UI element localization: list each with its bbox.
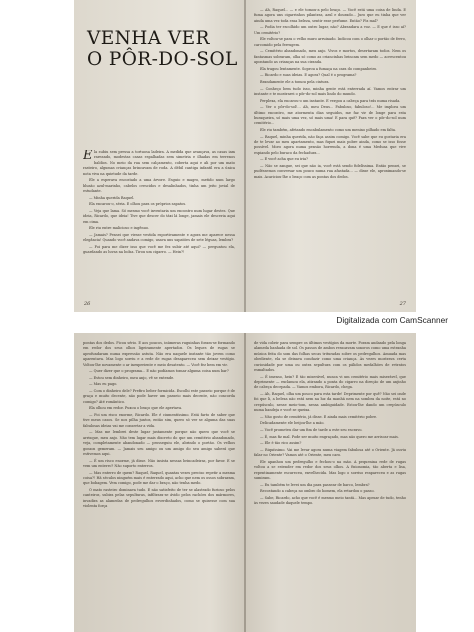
paragraph: — É um risco enorme, já disse. Não insista nessas brincadeiras, por favor. E se vem um enterro? Não suporto enterros. [83,458,235,469]
paragraph: de vida cobrir para sempre os últimos vestígios da morte. Foram andando pela longa alameda banhada de sol. Os passos de ambos ressoavam sonoros como uma estranha música feita do som das folhas secas trituradas sobre os pedregulhos. Amuada mas obediente, ela se deixava conduzir como uma criança. Às vezes mostrava certa curiosidade por uma ou outra sepultura com os pálidos medalhões de retratos esmaltados. [254,341,406,373]
paragraph: Recostando a cabeça no ombro do homem, ela retardou o passo. [260,489,375,494]
paragraph: Ele voltou-se para o velho muro arruinado. Indicou com o olhar o portão de ferro, carcomido pela ferrugem. [254,37,406,47]
paragraph: — É imenso, hein? E tão miserável, nunca vi um cemitério mais miserável, que deprimente — exclamou ela, atirando a ponta do cigarro na direção de um anjinho de cabeça decepada. — Vamos embora, Ricardo, chega. [254,374,406,390]
paragraph: — Riquíssimo. Vai me levar agora numa viagem fabulosa até o Oriente. Já ouviu falar no Oriente? Vamos até o Oriente, meu caro. [254,447,406,458]
paragraph: Ela tragou lentamente. Soprou a fumaça na cara do companheiro. [260,66,378,71]
page-26 [74,0,245,312]
dropcap: E [83,150,93,163]
paragraph: O mato rasteiro dominava tudo. E não satisfeito de ter se alastrado furioso pelos canteiros, subira pelas sepulturas, infiltrara-se ávido pelos rachões dos mármores, invadira as alamedas de pedregulhos esverdinhados, como se quisesse com sua violenta força [83,488,235,509]
book-spread-bottom [74,333,416,632]
paragraph: Ela olhou em redor. Puxou o braço que ele apertava. [89,406,183,411]
paragraph: — Veja que lama. Só mesmo você inventaria um encontro num lugar destes. Que ideia, Ricardo, que ideia! Tive que descer do táxi lá longe, jamais ele desceria aqui em cima. [83,208,235,224]
page-29-body [254,341,406,626]
story-title [87,28,236,70]
paragraph: — Mas enterro de quem? Raquel, Raquel, quantas vezes preciso repetir a mesma coisa?! Há séculos ninguém mais é enterrado aqui, acho que nem os ossos sobraram, que bobagem. Vem comigo, pode me dar o braço, não tenha medo. [83,470,235,486]
paragraph: — Jamais? Pensei que viesse vestida esportivamente e agora me aparece nessa elegância! Quando você andava comigo, usava uns sapatões de sete léguas, lembra? [83,232,235,243]
paragraph: Ele riu também, afetando encabulamento como um menino pilhado em falta. [260,128,397,132]
paragraph: — E você acha que eu iria? [260,157,309,162]
paragraph: — Ah, Raquel, olha um pouco para esta tarde! Deprimente por quê? Não sei onde foi que li, a beleza não está nem na luz da manhã nem na sombra da noite, está no crepúsculo, nesse meio-tom, nessa ambiguidade. Estou-lhe dando um crepúsculo numa bandeja e você se queixa. [254,392,406,413]
book-spread-top [74,0,416,312]
paragraph: — Não se zangue, sei que não ia, você está sendo fidelíssima. Então pensei, se pudéssemos conversar um pouco numa rua afastada... — disse ele, aproximando-se mais. Acariciou-lhe o braço com as pontas dos dedos. [254,164,406,179]
page-27 [245,0,416,312]
paragraph: — Cemitério abandonado, meu anjo. Vivos e mortos, desertaram todos. Nem os fantasmas sobraram, olha só como as criancinhas brincam sem medo — acrescentou apontando as crianças na sua ciranda. [254,49,406,65]
title-line-2: O PÔR-DO-SOL [87,49,238,70]
paragraph: — Foi um risco enorme, Ricardo. Ele é ciumentíssimo. Está farto de saber que tive meus casos. Se nos pilha juntos, então sim, quero só ver se alguma das suas fabulosas ideias vai me consertar a vida. [83,413,235,428]
paragraph: — Quer dizer que o programa... E não podíamos tomar alguma coisa num bar? [89,369,229,374]
paragraph: — Ah, Raquel... — e ele tomou-a pelo braço. — Você está uma coisa de linda. E fuma agora uns cigarrinhos pilantras, azul e dourado... Juro que eu tinha que ver ainda uma vez toda essa beleza, sentir esse perfume. Então? Fiz mal? [254,8,406,23]
paragraph: — Ele é tão rico assim? [260,441,302,446]
paragraph: — Eu também te levei um dia para passear de barco, lembra? [260,482,370,487]
paragraph: — Com o dinheiro dele? Prefiro beber formicida. Escolhi este passeio porque é de graça e muito decente, não pode haver um passeio mais decente, não concorda comigo? Até romântico. [83,389,235,404]
paragraph: — Foi para me dizer isso que você me fez subir até aqui? — perguntou ela, guardando as luvas na bolsa. Tirou um cigarro. — Hein?! [83,244,235,255]
page-28-body [83,341,235,626]
paragraph: — Mas eu pago. [89,382,118,387]
paragraph: — Mas me lembrei deste lugar justamente porque não quero que você se arrisque, meu anjo. Não tem lugar mais discreto do que um cemitério abandonado, veja, completamente abandonado — prosseguiu ele, abrindo o portão. Os velhos gonzos gemeram. — Jamais seu amigo ou um amigo do seu amigo saberá que estivemos aqui. [83,430,235,457]
paragraph: Ele apanhou um pedregulho e fechou-o na mão. A pequenina rede de rugas voltou a se estender em redor dos seus olhos. A fisionomia, tão aberta e lisa, repentinamente escureceu, envelhecida. Mas logo o sorriso reapareceu e as rugas sumiram. [254,459,406,481]
page-29 [245,333,416,632]
paragraph: Ele riu entre malicioso e ingênuo. [89,226,149,231]
paragraph: — Estou sem dinheiro, meu anjo, vê se entende. [89,375,175,380]
page-number: 26 [84,301,91,307]
paragraph: — Minha querida Raquel. [89,195,135,200]
paragraph: — Podia ter escolhido um outro lugar, não? Abrandara a voz. — E que é isso aí? Um cemitério? [254,25,406,35]
paragraph: Ela subiu sem pressa a tortuosa ladeira. À medida que avançava, as casas iam rareando, modestas casas espalhadas sem simetria e ilhadas em terrenos baldios. No meio da rua sem calçamento, coberta aqui e ali por um mato rasteiro, algumas crianças brincavam de roda. A débil cantiga infantil era a única nota viva na quietude da tarde. [83,150,235,176]
paragraph: — Ver o pôr-do-sol!... Ah, meu Deus... Fabuloso, fabuloso!... Me implora um último encontro, me atormenta dias seguidos, me faz vir de longe para esta buraqueira, só mais uma vez, só mais uma! E para quê? Para ver o pôr-do-sol num cemitério... [254,105,406,126]
paragraph: Ela encarou-o, séria. E olhou para os próprios sapatos. [89,202,187,207]
paragraph: — Conheço bem tudo isso, minha gente está enterrada aí. Vamos entrar um instante e te mostrarei o pôr-do-sol mais lindo do mundo. [254,86,406,96]
paragraph: Delicadamente ele beijou-lhe a mão. [260,421,325,426]
paragraph: Brandamente ele a tomou pela cintura. [260,80,330,84]
page-27-body [254,8,406,292]
scanner-watermark: Digitalizada com CamScanner [336,315,448,325]
paragraph: Ele a esperava encostado a uma árvore. Esguio e magro, metido num largo blusão azul-marinho, cabelos crescidos e desalinhados, tinha um jeito jovial de estudante. [83,178,235,194]
paragraph: — Não gosto de cemitério, já disse. E ainda mais cemitério pobre. [260,414,378,419]
paragraph: pontas dos dedos. Ficou sério. E aos poucos, inúmeras ruguinhas foram-se formando em redor dos seus olhos ligeiramente apertados. Os leques de rugas se aprofundaram numa expressão astuta. Não era naquele instante tão jovem como aparentava. Mas logo sorriu e a rede de rugas desapareceu sem deixar vestígio. Voltou-lhe novamente o ar inexperiente e meio desatento. — Você fez bem em vir. [83,341,235,367]
page-number: 27 [399,301,406,307]
page-26-body [83,150,235,292]
paragraph: — Ricardo e suas ideias. E agora? Qual é o programa? [260,73,357,78]
paragraph: — Sabe, Ricardo, acho que você é mesmo meio tantã... Mas apesar de tudo, tenho às vezes saudade daquele tempo. [254,495,406,506]
paragraph: Perplexa, ela encarou-o um instante. E vergou a cabeça para trás numa risada. [260,98,401,103]
paragraph: — É, mas fiz mal. Pode ser muito engraçado, mas não quero me arriscar mais. [260,434,399,439]
title-line-1: VENHA VER [87,28,210,49]
paragraph: — Você prometeu dar um fim de tarde a este seu escravo. [260,428,363,433]
page-28 [74,333,245,632]
paragraph: — Raquel, minha querida, não faça assim comigo. Você sabe que eu gostaria era de te levar ao meu apartamento, mas fiquei mais pobre ainda, como se isso fosse possível. Moro agora numa pensão horrenda, a dona é uma Medusa que vive espiando pelo buraco da fechadura... [254,134,406,155]
